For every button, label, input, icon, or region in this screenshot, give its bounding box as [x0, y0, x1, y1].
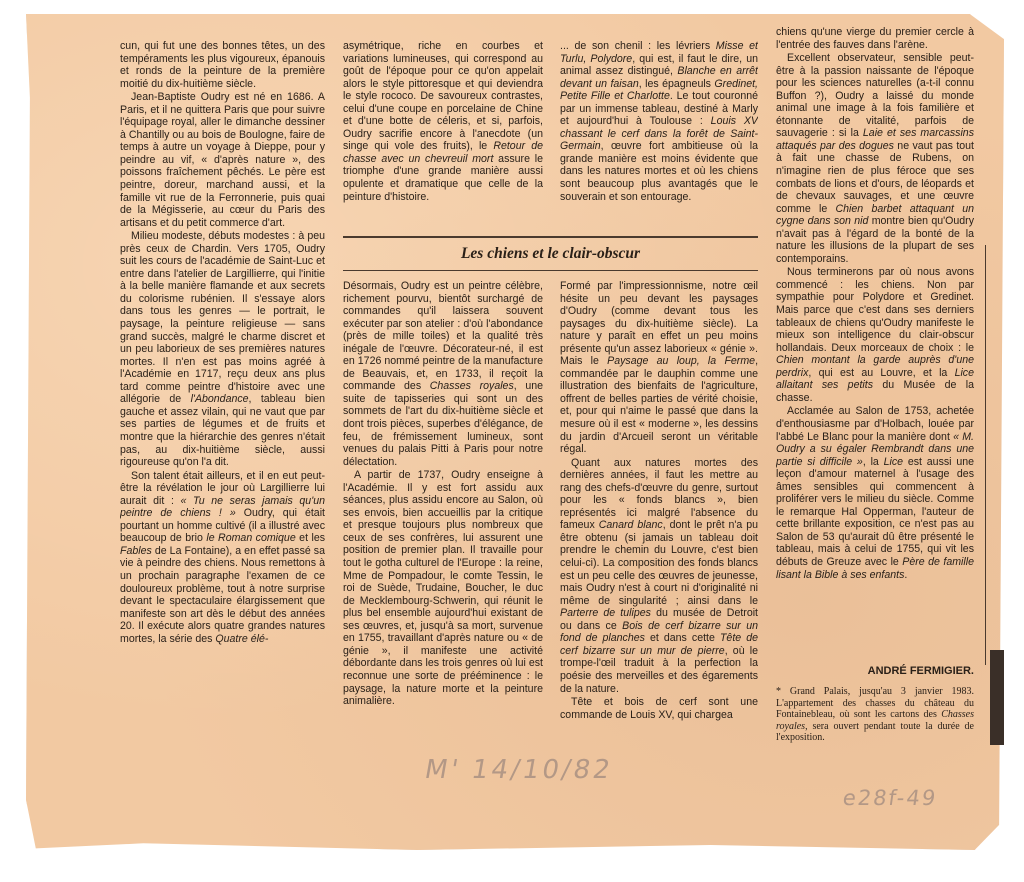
paragraph: A partir de 1737, Oudry enseigne à l'Académie. Il y est fort assidu aux séances, plus assidu encore au Salon, où ses envois, bien accueillis par la critique et presque toujours plus nombreux que ceux de ses confrères, lui assurent une position de premier plan. Il travaille pour tout le gotha culturel de l'Europe : la reine, Mme de Pompadour, le comte Tessin, le roi de Suède, Trudaine, Boucher, le duc de Mecklembourg-Schwerin, qui réunit le plus bel ensemble aujourd'hui existant de ses œuvres, et, jusqu'à sa mort, survenue en 1755, travaillant d'après nature ou « de génie », il manifeste une activité débordante dans les trois genres où lui est reconnue une sorte de prééminence : le paysage, la nature morte et la peinture animalière.: [343, 469, 543, 708]
paragraph: Nous terminerons par où nous avons commencé : les chiens. Non par sympathie pour Polydore et Gredinet. Mais parce que c'est dans ses derniers tableaux de chiens qu'Oudry manifeste le mieux son intelligence du clair-obscur hollandais. Deux morceaux de choix : le Chien montant la garde auprès d'une perdrix, qui est au Louvre, et la Lice allaitant ses petits du Musée de la chasse.: [776, 266, 974, 404]
paragraph: Quant aux natures mortes des dernières années, il faut les mettre au rang des chefs-d'œuvre du genre, surtout pour les « fonds blancs », bien représentés ici malgré l'absence du fameux Canard blanc, dont le prêt n'a pu être obtenu (si jamais un tableau doit prendre le chemin du Louvre, c'est bien celui-ci). La composition des fonds blancs est un peu celle des œuvres de jeunesse, mais Oudry n'est à court ni d'originalité ni même de singularité ; ainsi dans le Parterre de tulipes du musée de Detroit ou dans ce Bois de cerf bizarre sur un fond de planches et dans cette Tête de cerf bizarre sur un mur de pierre, où le trompe-l'œil traduit à la perfection la poésie des merveilles et des égarements de la nature.: [560, 456, 758, 695]
paragraph: Excellent observateur, sensible peut-être à la passion naissante de l'époque pour les sciences naturelles (a-t-il connu Buffon ?), Oudry a laissé du monde animal une image à la fois familière et étonnante de vitalité, parfois de sauvagerie : si la Laie et ses marcassins attaqués par des dogues ne vaut pas tout à fait une chasse de Rubens, on n'imagine rien de plus féroce que ses combats de lions et d'ours, de léopards et de chevaux sauvages, et une œuvre comme le Chien barbet attaquant un cygne dans son nid montre bien qu'Oudry n'avait pas à l'égard de la bonté de la nature les illusions de la plupart de ses contemporains.: [776, 52, 974, 265]
author-signature: ANDRÉ FERMIGIER.: [867, 665, 974, 677]
paragraph: chiens qu'une vierge du premier cercle à l'entrée des fauves dans l'arène.: [776, 26, 974, 51]
scan-edge-shadow: [990, 650, 1004, 745]
handwritten-reference-code: e28f-49: [841, 786, 939, 810]
section-heading: Les chiens et le clair-obscur: [460, 245, 641, 262]
paragraph: Son talent était ailleurs, et il en eut peut-être la révélation le jour où Largillierre lui aurait dit : « Tu ne seras jamais qu'un peintre de chiens ! » Oudry, qui était pourtant un homme cultivé (il a illustré avec beaucoup de brio le Roman comique et les Fables de La Fontaine), a en effet passé sa vie à peindre des chiens. Nous remettons à un prochain paragraphe l'examen de ce douloureux problème, tout à notre surprise devant le spectaculaire élargissement que manifeste son art dès le début des années 20. Il exécute alors quatre grandes natures mortes, la série des Quatre élé-: [120, 469, 325, 645]
article-column-3: [560, 40, 758, 232]
article-column-1: [120, 40, 325, 763]
paragraph: Tête et bois de cerf sont une commande de Louis XV, qui chargea: [560, 696, 758, 721]
paragraph: cun, qui fut une des bonnes têtes, un des tempéraments les plus vigoureux, épanouis et ronds de la peinture de la première moitié du dix-huitième siècle.: [120, 40, 325, 90]
article-column-6: [560, 280, 758, 763]
section-rule-bottom: [343, 270, 758, 271]
article-column-5: [343, 280, 543, 763]
handwritten-date: M' 14/10/82: [422, 755, 616, 785]
paragraph: Formé par l'impressionnisme, notre œil hésite un peu devant les paysages d'Oudry (comme devant tous les paysages du dix-huitième siècle). La nature y paraît en effet un peu moins présente qu'un assez laborieux « génie ». Mais le Paysage au loup, la Ferme, commandée par le dauphin comme une illustration des bienfaits de l'agriculture, offrent de belles parties de vérité choisie, et, pour qui n'aime le passé que dans la mesure où il est « moderne », les dessins du jardin d'Arcueil seront un véritable régal.: [560, 280, 758, 456]
paragraph: asymétrique, riche en courbes et variations lumineuses, qui correspond au goût de l'époque pour ce qu'on appelait alors le style pittoresque et qui deviendra le style rococo. De savoureux contrastes, celui d'une coupe en porcelaine de Chine et d'une botte de céleris, et si, parfois, Oudry sacrifie encore à l'anecdote (un singe qui vole des fruits), le Retour de chasse avec un chevreuil mort assure le triomphe d'une grande manière aussi opulente et dramatique que celle de la peinture d'histoire.: [343, 40, 543, 203]
footnote: * Grand Palais, jusqu'au 3 janvier 1983. L'appartement des chasses du château du Fontainebleau, où sont les cartons des Chasses royales, sera ouvert pendant toute la durée de l'exposition.: [776, 686, 974, 744]
article-column-2: [343, 40, 543, 232]
paragraph: Acclamée au Salon de 1753, achetée d'enthousiasme par d'Holbach, louée par l'abbé Le Blanc pour la manière dont « M. Oudry a su égaler Rembrandt dans une partie si difficile », la Lice est aussi une leçon d'amour maternel à l'usage des âmes sensibles qui commencent à proliférer vers le milieu du siècle. Comme le remarque Hal Opperman, l'auteur de cette brillante exposition, ce n'est pas au Salon de 53 qu'aurait dû être présenté le tableau, mais à celui de 1755, qui vit les débuts de Greuze avec le Père de famille lisant la Bible à ses enfants.: [776, 405, 974, 581]
paragraph: Jean-Baptiste Oudry est né en 1686. A Paris, et il ne quittera Paris que pour suivre l'équipage royal, aller le dimanche dessiner à Chantilly ou au bois de Boulogne, faire de temps à autre un voyage à Dieppe, pour y peindre au vif, « d'après nature », des poissons fraîchement pêchés. Le père est peintre, doreur, marchand aussi, et la famille vit rue de la Ferronnerie, puis quai de la Mégisserie, au cœur du Paris des artisans et du petit commerce d'art.: [120, 91, 325, 229]
paragraph: ... de son chenil : les lévriers Misse et Turlu, Polydore, qui est, il faut le dire, un animal assez distingué, Blanche en arrêt devant un faisan, les épagneuls Gredinet, Petite Fille et Charlotte. Le tout couronné par un immense tableau, destiné à Marly et aujourd'hui à Toulouse : Louis XV chassant le cerf dans la forêt de Saint-Germain, œuvre fort ambitieuse où la grande manière est moins évidente que dans les natures mortes et où les chiens sont beaucoup plus avantagés que le souverain et son entourage.: [560, 40, 758, 203]
section-rule-top: [343, 236, 758, 238]
article-column-4: [776, 26, 974, 681]
paragraph: Milieu modeste, débuts modestes : à peu près ceux de Chardin. Vers 1705, Oudry suit les cours de l'académie de Saint-Luc et entre dans l'atelier de Largillierre, qui l'initie à la belle manière flamande et aux secrets du colorisme rubénien. Il s'essaye alors dans tous les genres — le portrait, le paysage, la peinture religieuse — sans grand succès, malgré le charme discret et un peu laborieux de ses premières natures mortes. Il n'en est pas moins agréé à l'Académie en 1717, reçu deux ans plus tard comme peintre d'histoire avec une allégorie de l'Abondance, tableau bien gauche et assez vilain, qui ne vaut que par ses parties de légumes et de fruits et montre que la hiérarchie des genres n'était pas, au dix-huitième siècle, aussi rigoureuse qu'on l'a dit.: [120, 230, 325, 469]
paragraph: Désormais, Oudry est un peintre célèbre, richement pourvu, bientôt surchargé de commandes qu'il laissera souvent exécuter par son atelier : d'où l'abondance (près de mille toiles) et la qualité très inégale de l'œuvre. Décorateur-né, il est en 1726 nommé peintre de la manufacture de Beauvais, et, en 1733, il reçoit la commande des Chasses royales, une suite de tapisseries qui sont un des sommets de l'art du dix-huitième siècle et dont trois pièces, superbes d'élégance, de feu, de frémissement lumineux, sont venues du palais Pitti à Paris pour notre délectation.: [343, 280, 543, 468]
column-divider: [985, 245, 986, 665]
